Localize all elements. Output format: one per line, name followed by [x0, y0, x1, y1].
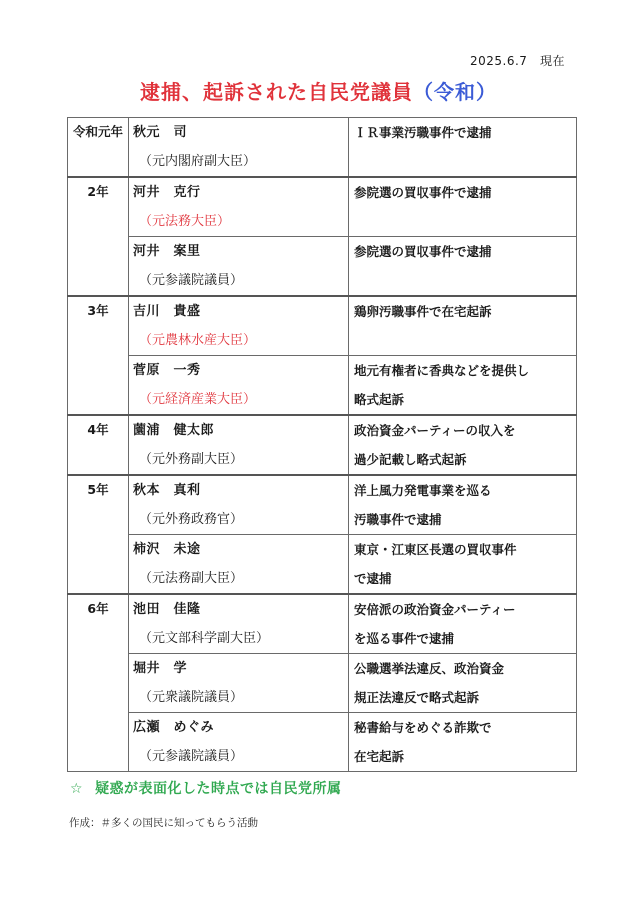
case-description-line	[349, 147, 576, 176]
footnote-text: 疑惑が表面化した時点では自民党所属	[95, 781, 342, 797]
member-cell	[129, 654, 349, 713]
member-former-post: （元法務大臣）	[139, 214, 231, 229]
table-row	[68, 296, 577, 356]
table-row	[68, 594, 577, 654]
case-cell	[349, 356, 577, 416]
member-cell	[129, 177, 349, 237]
case-description-line: で逮捕	[354, 571, 392, 586]
footnote	[70, 778, 342, 798]
case-cell	[349, 654, 577, 713]
title-main: 逮捕、起訴された自民党議員	[140, 80, 413, 104]
case-description-line: 公職選挙法違反、政治資金	[354, 661, 505, 676]
case-cell	[349, 177, 577, 237]
member-cell	[129, 415, 349, 475]
case-cell	[349, 415, 577, 475]
member-name: 河井 克行	[133, 185, 201, 200]
case-description-line: 略式起訴	[354, 392, 405, 407]
member-name: 柿沢 未途	[133, 542, 201, 557]
year-cell: 5年	[68, 475, 129, 594]
member-name: 堀井 学	[133, 661, 188, 676]
page-title	[0, 76, 637, 105]
case-cell	[349, 535, 577, 595]
member-cell	[129, 713, 349, 772]
title-era: （令和）	[413, 80, 497, 104]
table-row	[68, 713, 577, 772]
member-former-post: （元参議院議員）	[139, 273, 244, 288]
member-cell	[129, 237, 349, 297]
case-cell	[349, 296, 577, 356]
case-description-line: 秘書給与をめぐる詐欺で	[354, 720, 492, 735]
member-cell	[129, 356, 349, 416]
member-cell	[129, 118, 349, 178]
case-cell	[349, 594, 577, 654]
table-row	[68, 118, 577, 178]
member-cell	[129, 535, 349, 595]
case-description-line: 過少記載し略式起訴	[354, 452, 467, 467]
arrested-members-table	[67, 117, 577, 772]
member-former-post: （元外務副大臣）	[139, 452, 244, 467]
member-name: 秋本 真利	[133, 483, 201, 498]
table-row	[68, 535, 577, 595]
member-former-post: （元法務副大臣）	[139, 571, 244, 586]
member-name: 秋元 司	[133, 125, 188, 140]
case-description-line	[349, 207, 576, 236]
table-row	[68, 356, 577, 416]
member-name: 池田 佳隆	[133, 602, 201, 617]
case-description-line: 政治資金パーティーの収入を	[354, 423, 516, 438]
table-row	[68, 654, 577, 713]
case-cell	[349, 475, 577, 535]
case-description-line: ＩＲ事業汚職事件で逮捕	[354, 125, 492, 140]
member-former-post: （元外務政務官）	[139, 512, 244, 527]
case-cell	[349, 713, 577, 772]
member-former-post: （元農林水産大臣）	[139, 333, 257, 348]
member-former-post: （元経済産業大臣）	[139, 392, 257, 407]
table-row	[68, 415, 577, 475]
case-description-line	[349, 266, 576, 295]
star-icon: ☆	[70, 781, 84, 797]
member-cell	[129, 475, 349, 535]
year-cell: 3年	[68, 296, 129, 415]
case-cell	[349, 118, 577, 178]
case-cell	[349, 237, 577, 297]
case-description-line	[349, 326, 576, 355]
case-description-line: 参院選の買収事件で逮捕	[354, 244, 492, 259]
member-name: 菅原 一秀	[133, 363, 201, 378]
member-name: 吉川 貴盛	[133, 304, 201, 319]
member-name: 薗浦 健太郎	[133, 423, 215, 438]
member-former-post: （元衆議院議員）	[139, 690, 244, 705]
member-former-post: （元内閣府副大臣）	[139, 154, 257, 169]
year-cell: 4年	[68, 415, 129, 475]
year-cell: 2年	[68, 177, 129, 296]
table-row	[68, 475, 577, 535]
member-cell	[129, 594, 349, 654]
member-name: 広瀬 めぐみ	[133, 720, 215, 735]
case-description-line: を巡る事件で逮捕	[354, 631, 455, 646]
table-row	[68, 177, 577, 237]
case-description-line: 安倍派の政治資金パーティー	[354, 602, 516, 617]
case-description-line: 汚職事件で逮捕	[354, 512, 442, 527]
table-row	[68, 237, 577, 297]
member-former-post: （元参議院議員）	[139, 749, 244, 764]
member-name: 河井 案里	[133, 244, 201, 259]
member-cell	[129, 296, 349, 356]
case-description-line: 在宅起訴	[354, 749, 405, 764]
case-description-line: 洋上風力発電事業を巡る	[354, 483, 492, 498]
case-description-line: 鶏卵汚職事件で在宅起訴	[354, 304, 492, 319]
member-former-post: （元文部科学副大臣）	[139, 631, 270, 646]
as-of-date: 2025.6.7 現在	[470, 54, 565, 68]
year-cell: 令和元年	[68, 118, 129, 178]
year-cell: 6年	[68, 594, 129, 772]
case-description-line: 東京・江東区長選の買収事件	[354, 542, 517, 557]
case-description-line: 規正法違反で略式起訴	[354, 690, 480, 705]
case-description-line: 地元有権者に香典などを提供し	[354, 363, 530, 378]
case-description-line: 参院選の買収事件で逮捕	[354, 185, 492, 200]
author-credit: 作成：＃多くの国民に知ってもらう活動	[69, 817, 258, 829]
